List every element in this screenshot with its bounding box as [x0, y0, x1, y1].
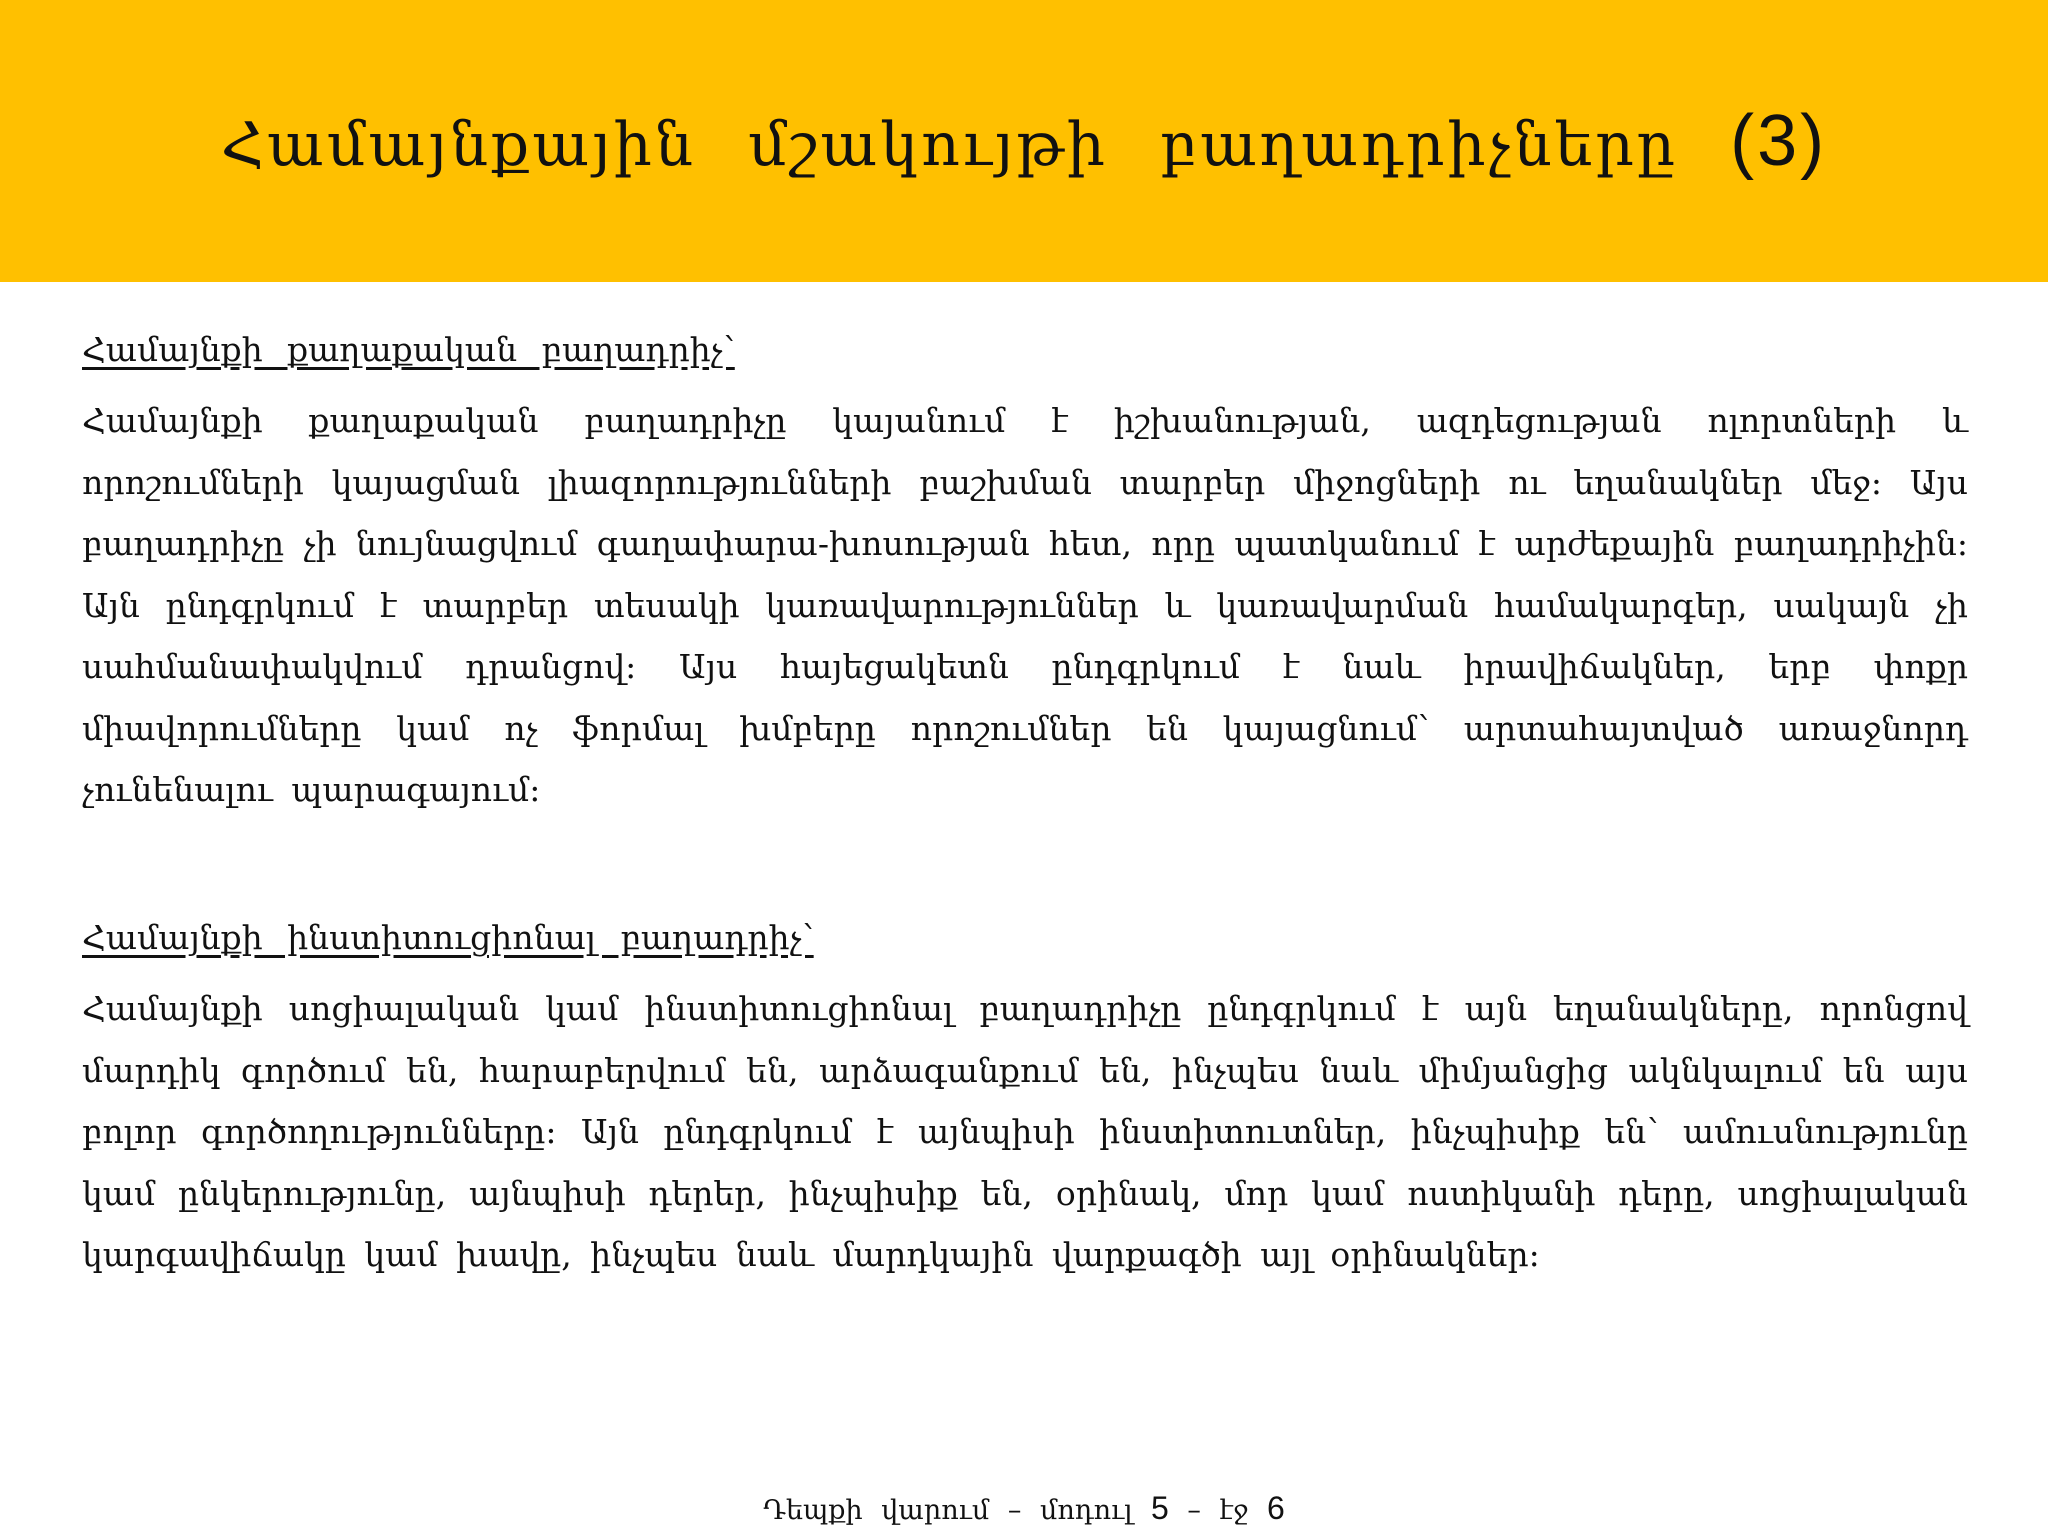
footer-module-number: 5 [1151, 1490, 1169, 1526]
slide-footer [0, 1486, 2048, 1533]
section-body: Համայնքի քաղաքական բաղադրիչը կայանում է իշխանության, ազդեցության ոլորտների և որոշումների կայացման լիազորությունների բաշխման տարբեր միջոցների ու եղանակներ մեջ: Այս բաղադրիչը չի նույնացվում գաղափարա-խոսության հետ, որը պատկանում է արժեքային բաղադրիչին: Այն ընդգրկում է տարբեր տեսակի կառավարություններ և կառավարման համակարգեր, սակայն չի սահմանափակվում դրանցով: Այս հայեցակետն ընդգրկում է նաև իրավիճակներ, երբ փոքր միավորումները կամ ոչ ֆորմալ խմբերը որոշումներ են կայացնում՝ արտահայտված առաջնորդ չունենալու պարագայում: [82, 401, 1968, 809]
slide-title-text: Համայնքային մշակույթի բաղադրիչները [220, 110, 1679, 180]
slide-title [0, 96, 2048, 190]
footer-text: Դեպքի վարում – [763, 1495, 1022, 1526]
footer-module-label: մոդուլ [1039, 1495, 1133, 1526]
section-institutional [82, 914, 1968, 1286]
section-political [82, 326, 1968, 821]
section-heading: Համայնքի քաղաքական բաղադրիչ՝ [82, 330, 735, 369]
footer-page-label: էջ [1219, 1495, 1249, 1526]
footer-separator: – [1187, 1495, 1201, 1526]
footer-page-number: 6 [1267, 1490, 1285, 1526]
slide-title-number: (3) [1730, 101, 1828, 181]
section-body: Համայնքի սոցիալական կամ ինստիտուցիոնալ բաղադրիչը ընդգրկում է այն եղանակները, որոնցով մարդիկ գործում են, հարաբերվում են, արձագանքում են, ինչպես նաև միմյանցից ակնկալում են այս բոլոր գործողությունները: Այն ընդգրկում է այնպիսի ինստիտուտներ, ինչպիսիք են՝ ամուսնությունը կամ ընկերությունը, այնպիսի դերեր, ինչպիսիք են, օրինակ, մոր կամ ոստիկանի դերը, սոցիալական կարգավիճակը կամ խավը, ինչպես նաև մարդկային վարքագծի այլ օրինակներ: [82, 989, 1968, 1274]
section-heading: Համայնքի ինստիտուցիոնալ բաղադրիչ՝ [82, 918, 814, 957]
